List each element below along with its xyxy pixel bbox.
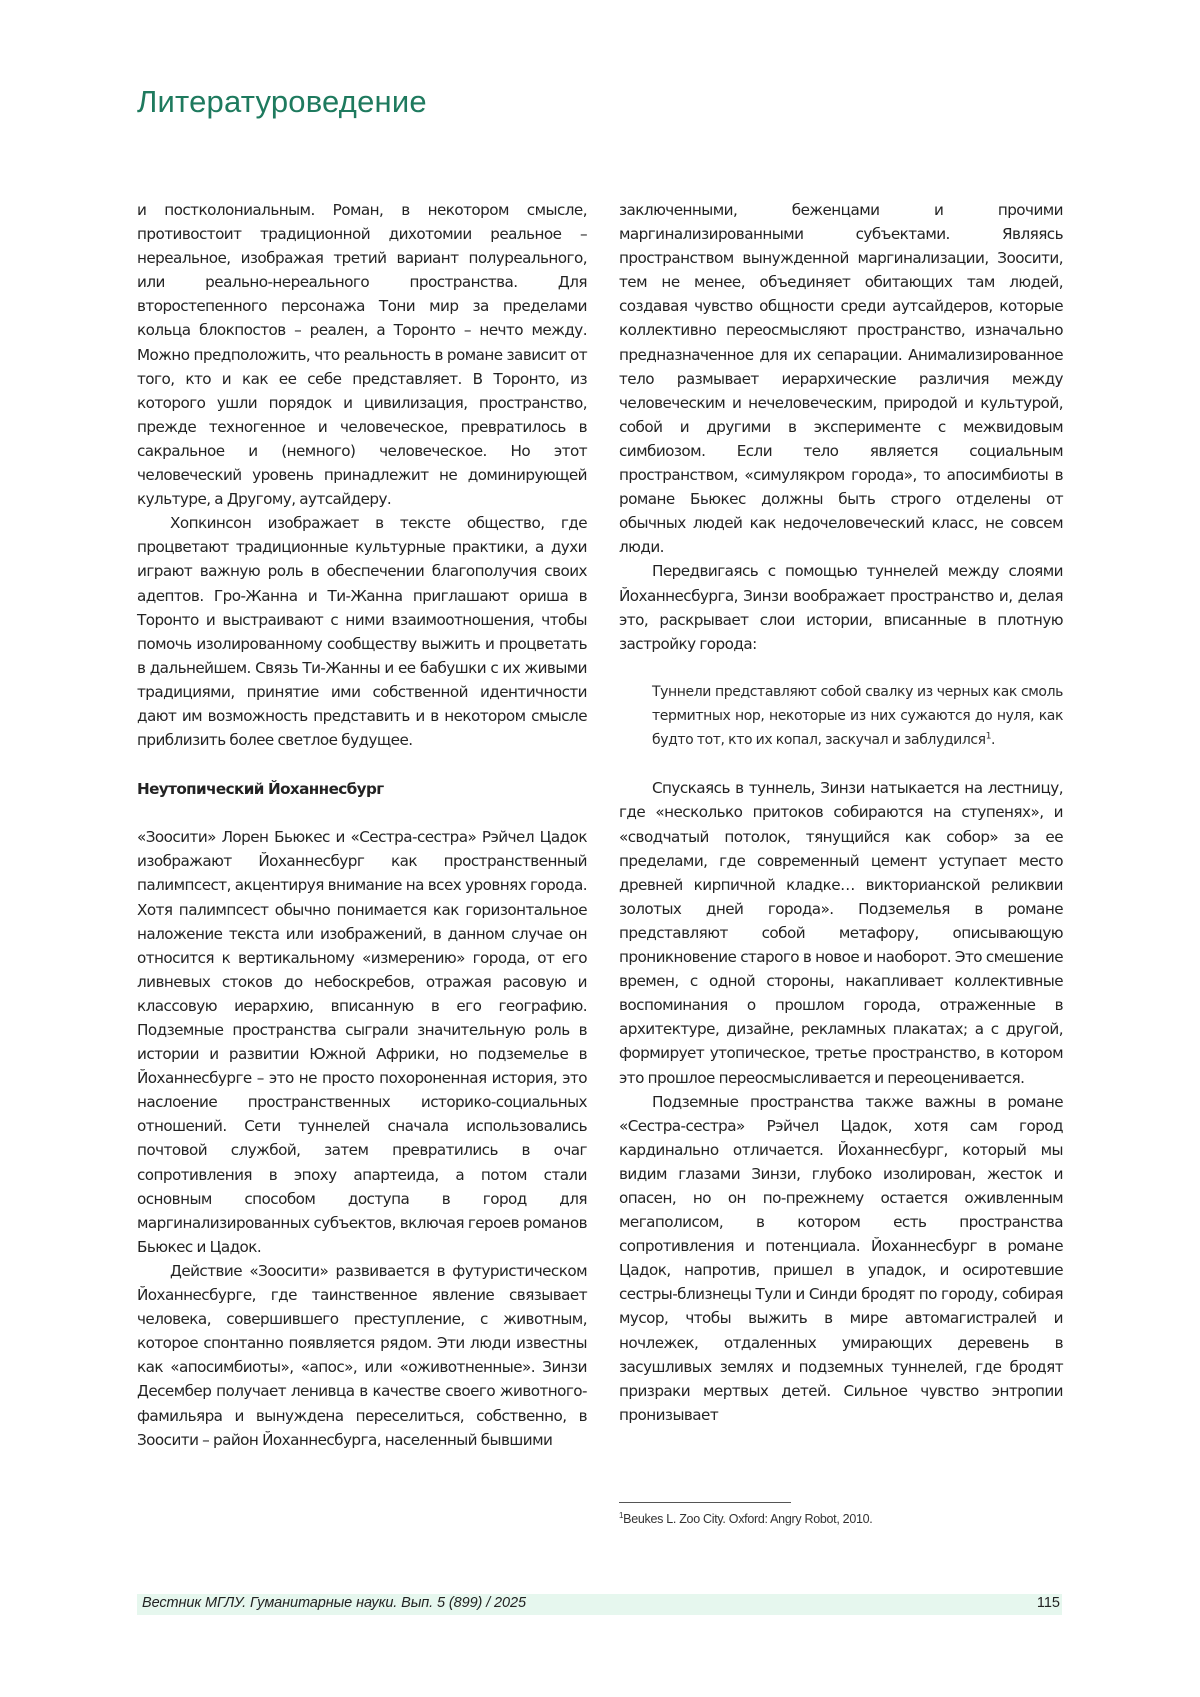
paragraph: Передвигаясь с помощью туннелей между слоями Йоханнесбурга, Зинзи воображает пространство и, делая это, раскрывает слои истории, вписанные в плотную застройку города: — [619, 562, 1063, 653]
paragraph: Спускаясь в туннель, Зинзи натыкается на лестницу, где «несколько притоков собираются на ступенях», и «сводчатый потолок, тянущийся как собор» за ее пределами, где современный цемент уступает место древней кирпичной кладке… викторианской реликвии золотых дней города». Подземелья в романе представляют собой метафору, описывающую проникновение старого в новое и наоборот. Это смешение времен, с одной стороны, накапливает коллективные воспоминания о прошлом города, отраженные в архитектуре, дизайне, рекламных плакатах; а с другой, формирует утопическое, третье пространство, в котором это прошлое переосмысливается и переоценивается. — [619, 779, 1063, 1087]
page-number: 115 — [1036, 1595, 1060, 1611]
footnote-reference[interactable]: 1 — [985, 731, 992, 742]
quote-end: . — [991, 732, 996, 749]
footnote-divider — [619, 1502, 791, 1503]
block-quote — [652, 680, 1063, 753]
footnote — [619, 1512, 872, 1526]
footer-journal-title: Вестник МГЛУ. Гуманитарные науки. Вып. 5 (899) / 2025 — [142, 1595, 526, 1611]
footnote-marker: 1 — [619, 1510, 624, 1520]
paragraph: Хопкинсон изображает в тексте общество, где процветают традиционные культурные практики, а духи играют важную роль в обеспечении благополучия своих адептов. Гро-Жанна и Ти-Жанна приглашают ориша в Торонто и выстраивают с ними взаимоотношения, чтобы помочь изолированному сообществу выжить и процветать в дальнейшем. Связь Ти-Жанны и ее бабушки с их живыми традициями, принятие ими собственной идентичности дают им возможность представить и в некотором смысле приблизить более светлое будущее. — [137, 514, 587, 750]
quote-text: Туннели представляют собой свалку из черных как смоль термитных нор, некоторые из них сужаются до нуля, как будто тот, кто их копал, заскучал и заблудился — [652, 683, 1063, 749]
paragraph: «Зоосити» Лорен Бьюкес и «Сестра-сестра» Рэйчел Цадок изображают Йоханнесбург как пространственный палимпсест, акцентируя внимание на всех уровнях города. Хотя палимпсест обычно понимается как горизонтальное наложение текста или изображений, в данном случае он относится к вертикальному «измерению» города, от его ливневых стоков до небоскребов, отражая расовую и классовую иерархию, вписанную в его географию. Подземные пространства сыграли значительную роль в истории и развитии Южной Африки, но подземелье в Йоханнесбурге – это не просто похороненная история, это наслоение пространственных историко-социальных отношений. Сети туннелей сначала использовались почтовой службой, затем превратились в очаг сопротивления в эпоху апартеида, а потом стали основным способом доступа в город для маргинализированных субъектов, включая героев романов Бьюкес и Цадок. — [137, 828, 587, 1256]
footnote-text: Beukes L. Zoo City. Oxford: Angry Robot, 2010. — [623, 1512, 873, 1526]
paragraph: Действие «Зоосити» развивается в футуристическом Йоханнесбурге, где таинственное явление связывает человека, совершившего преступление, с животным, которое спонтанно появляется рядом. Эти люди известны как «апосимбиоты», «апос», или «оживотненные». Зинзи Десембер получает ленивца в качестве своего животного-фамильяра и вынуждена переселиться, собственно, в Зоосити – район Йоханнесбурга, населенный бывшими — [137, 1261, 587, 1449]
paragraph: заключенными, беженцами и прочими маргинализированными субъектами. Являясь пространством вынужденной маргинализации, Зоосити, тем не менее, объединяет обитающих там людей, создавая чувство общности среди аутсайдеров, которые коллективно переосмысляют пространство, изначально предназначенное для их сепарации. Анимализированное тело размывает иерархические различия между человеческим и нечеловеческим, природой и культурой, собой и другими в эксперименте с межвидовым симбиозом. Если тело является социальным пространством, «симулякром города», то апосимбиоты в романе Бьюкес должны быть строго отделены от обычных людей как недочеловеческий класс, не совсем люди. — [619, 201, 1063, 557]
left-column — [137, 198, 587, 1452]
right-column — [619, 198, 1063, 1427]
paragraph: и постколониальным. Роман, в некотором смысле, противостоит традиционной дихотомии реальное – нереальное, изображая третий вариант полуреального, или реально-нереального пространства. Для второстепенного персонажа Тони мир за пределами кольца блокпостов – реален, а Торонто – нечто между. Можно предположить, что реальность в романе зависит от того, кто и как ее себе представляет. В Торонто, из которого ушли порядок и цивилизация, пространство, прежде техногенное и человеческое, превратилось в сакральное и (немного) человеческое. Но этот человеческий уровень принадлежит не доминирующей культуре, а Другому, аутсайдеру. — [137, 201, 587, 509]
paragraph: Подземные пространства также важны в романе «Сестра-сестра» Рэйчел Цадок, хотя сам город кардинально отличается. Йоханнесбург, который мы видим глазами Зинзи, глубоко изолирован, жесток и опасен, но он по-прежнему остается оживленным мегаполисом, в котором есть пространства сопротивления и потенциала. Йоханнесбург в романе Цадок, напротив, пришел в упадок, и осиротевшие сестры-близнецы Тули и Синди бродят по городу, собирая мусор, чтобы выжить в мире автомагистралей и ночлежек, отдаленных умирающих деревень в засушливых землях и подземных туннелей, где бродят призраки мертвых детей. Сильное чувство энтропии пронизывает — [619, 1092, 1063, 1424]
section-title: Литературоведение — [137, 84, 427, 119]
subsection-heading: Неутопический Йоханнесбург — [137, 780, 384, 799]
